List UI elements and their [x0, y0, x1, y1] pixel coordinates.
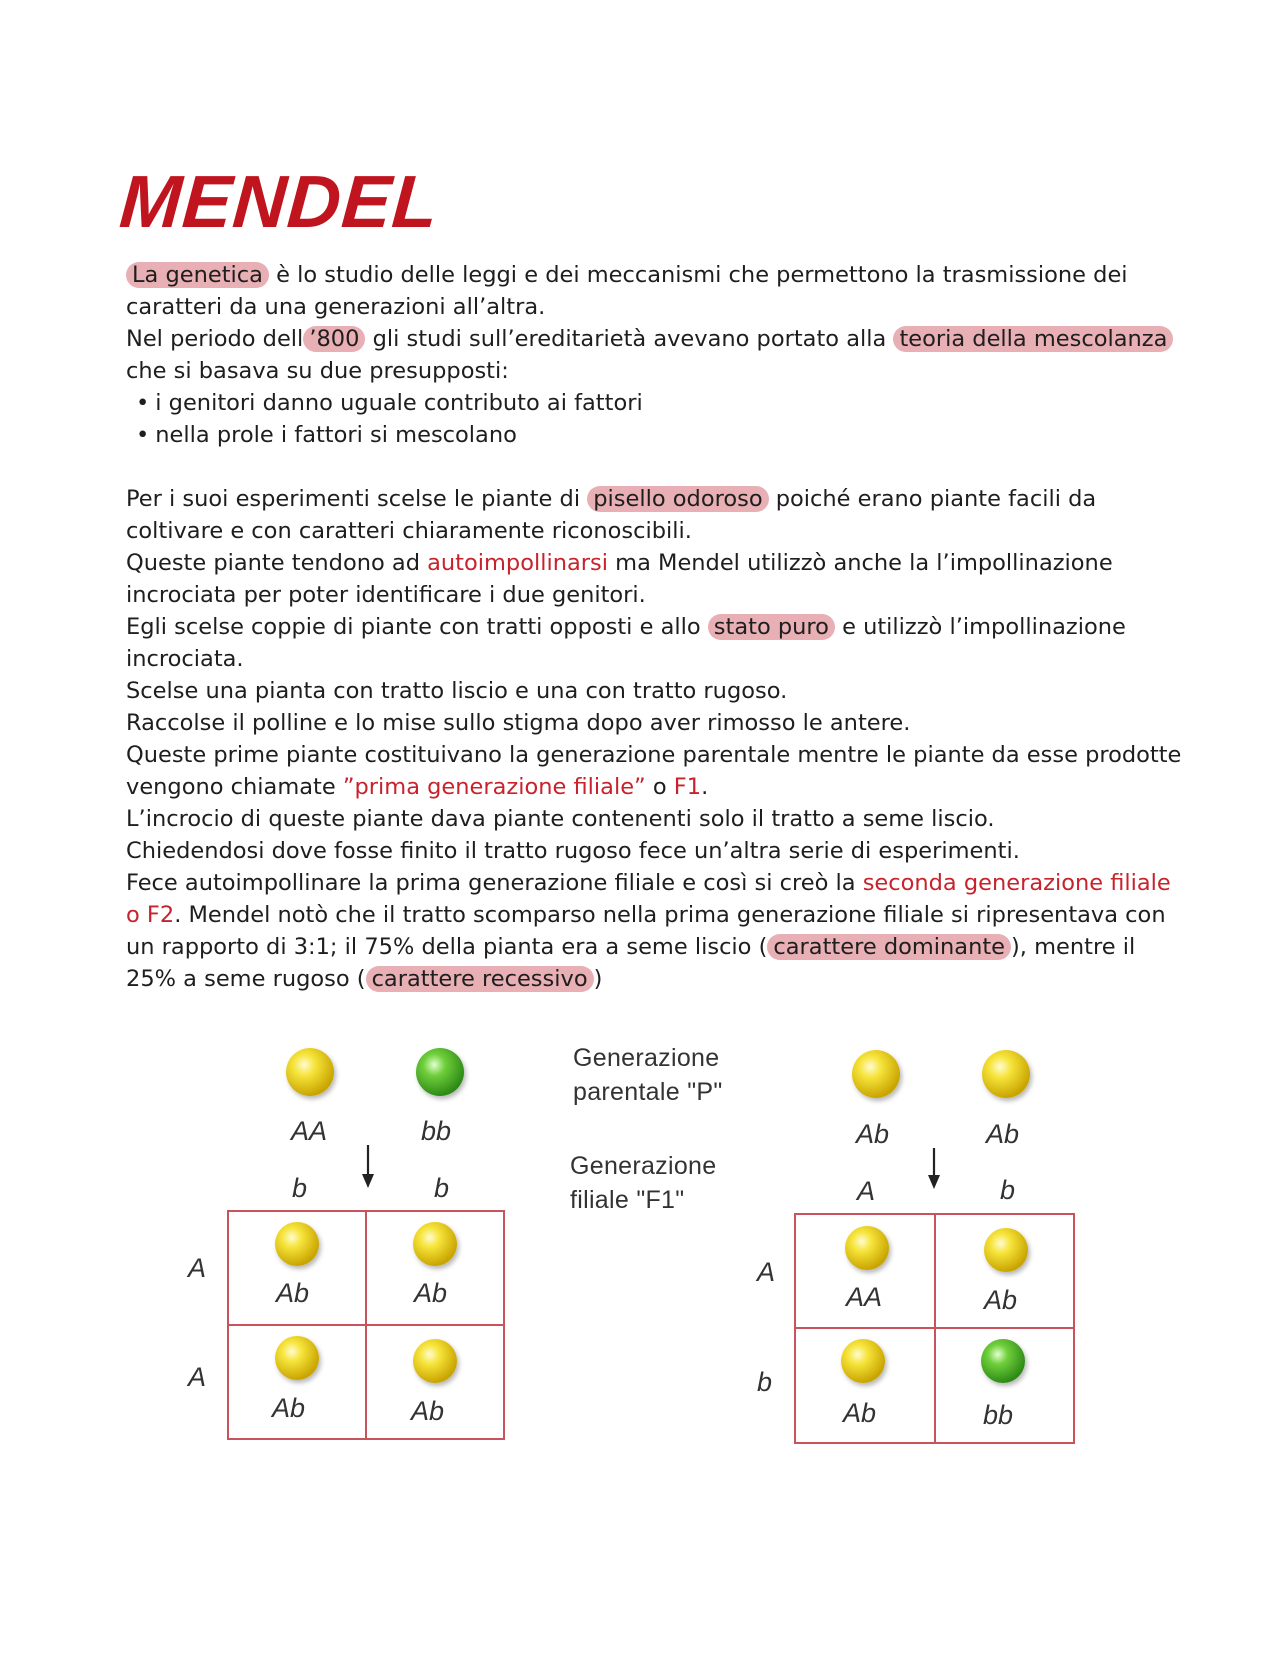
offspring-genotype: Ab: [276, 1278, 310, 1308]
gamete-label: b: [434, 1173, 450, 1203]
offspring-genotype: Ab: [411, 1396, 445, 1426]
generation-legend: [570, 1044, 723, 1214]
seed-yellow: [275, 1222, 319, 1266]
seed-yellow: [845, 1226, 889, 1270]
gamete-label: A: [757, 1257, 776, 1287]
paragraph-f1: Queste prime piante costituivano la generazione parentale mentre le piante da esse prodotte vengono chiamate ”prima generazione filiale” o F1.: [126, 742, 1182, 800]
term-prima-generazione: ”prima generazione filiale”: [342, 774, 646, 800]
punnett-grid: [795, 1214, 1074, 1443]
paragraph-incrocio: L’incrocio di queste piante dava piante contenenti solo il tratto a seme liscio.: [126, 806, 995, 832]
seed-yellow: [852, 1050, 900, 1098]
body-text: [126, 259, 1186, 995]
term-autoimpollinarsi: autoimpollinarsi: [427, 550, 609, 576]
arrow-down-icon: [362, 1145, 374, 1188]
highlight-pisello-odoroso: pisello odoroso: [587, 486, 768, 512]
seed-green: [416, 1048, 464, 1096]
offspring-genotype: AA: [846, 1282, 883, 1312]
paragraph-liscio-rugoso: Scelse una pianta con tratto liscio e una con tratto rugoso.: [126, 678, 788, 704]
left-cross: [186, 1048, 504, 1439]
paragraph-polline: Raccolse il polline e lo mise sullo stigma dopo aver rimosso le antere.: [126, 710, 911, 736]
paragraph-rugoso: Chiedendosi dove fosse finito il tratto rugoso fece un’altra serie di esperimenti.: [126, 838, 1020, 864]
gamete-label: A: [188, 1362, 207, 1392]
bullet-list: [126, 387, 1186, 451]
parent-genotype: Ab: [856, 1119, 890, 1149]
highlight-carattere-recessivo: carattere recessivo: [366, 966, 594, 992]
paragraph-autoimpollinarsi: Queste piante tendono ad autoimpollinarsi ma Mendel utilizzò anche la l’impollinazione incrociata per poter identificare i due genitori.: [126, 550, 1113, 608]
term-f1: F1: [673, 774, 702, 800]
legend-f1-line2: filiale "F1": [570, 1186, 685, 1214]
paragraph-genetica: La genetica è lo studio delle leggi e dei meccanismi che permettono la trasmissione dei caratteri da una generazioni all’altra.: [126, 262, 1128, 320]
gamete-label: A: [188, 1253, 207, 1283]
punnett-grid: [228, 1211, 504, 1439]
legend-f1-line1: Generazione: [570, 1152, 717, 1180]
highlight-stato-puro: stato puro: [708, 614, 835, 640]
legend-parental-line1: Generazione: [573, 1044, 720, 1072]
legend-parental-line2: parentale "P": [573, 1078, 723, 1106]
right-cross: [755, 1050, 1074, 1443]
arrow-down-icon: [928, 1148, 940, 1189]
offspring-genotype: Ab: [272, 1393, 306, 1423]
seed-yellow: [984, 1228, 1028, 1272]
highlight-genetica: La genetica: [126, 262, 269, 288]
offspring-genotype: bb: [983, 1400, 1014, 1430]
offspring-genotype: Ab: [843, 1398, 877, 1428]
seed-yellow: [286, 1048, 334, 1096]
gamete-label: b: [757, 1367, 773, 1397]
page-title: MENDEL: [117, 160, 442, 243]
seed-green: [981, 1339, 1025, 1383]
bullet-item: • i genitori danno uguale contributo ai fattori: [136, 387, 1186, 419]
highlight-carattere-dominante: carattere dominante: [767, 934, 1011, 960]
parent-genotype: AA: [291, 1116, 328, 1146]
gamete-label: b: [292, 1173, 308, 1203]
seed-yellow: [982, 1050, 1030, 1098]
gamete-label: A: [857, 1176, 876, 1206]
paragraph-mescolanza: Nel periodo dell ’800 gli studi sull’ereditarietà avevano portato alla teoria della mescolanza che si basava su due presupposti:: [126, 323, 1186, 387]
highlight-teoria-mescolanza: teoria della mescolanza: [893, 326, 1173, 352]
seed-yellow: [413, 1339, 457, 1383]
bullet-item: • nella prole i fattori si mescolano: [136, 419, 1186, 451]
paragraph-pisello: Per i suoi esperimenti scelse le piante di pisello odoroso poiché erano piante facili da coltivare e con caratteri chiaramente riconoscibili.: [126, 486, 1097, 544]
parent-genotype: bb: [421, 1116, 452, 1146]
offspring-genotype: Ab: [984, 1285, 1018, 1315]
term-seconda-generazione: seconda generazione filiale o F2: [126, 870, 1171, 928]
punnett-figure: [0, 1030, 1280, 1490]
seed-yellow: [841, 1339, 885, 1383]
offspring-genotype: Ab: [414, 1278, 448, 1308]
paragraph-stato-puro: Egli scelse coppie di piante con tratti opposti e allo stato puro e utilizzò l’impollinazione incrociata.: [126, 614, 1126, 672]
highlight-800: ’800: [303, 326, 365, 352]
paragraph-f2: Fece autoimpollinare la prima generazione filiale e così si creò la seconda generazione filiale o F2. Mendel notò che il tratto scomparso nella prima generazione filiale si ripresentava con un rapporto di 3:1; il 75% della pianta era a seme liscio ( carattere dominante ), mentre il 25% a seme rugoso ( carattere recessivo ): [126, 870, 1171, 992]
seed-yellow: [275, 1336, 319, 1380]
seed-yellow: [413, 1222, 457, 1266]
parent-genotype: Ab: [986, 1119, 1020, 1149]
gamete-label: b: [1000, 1175, 1016, 1205]
